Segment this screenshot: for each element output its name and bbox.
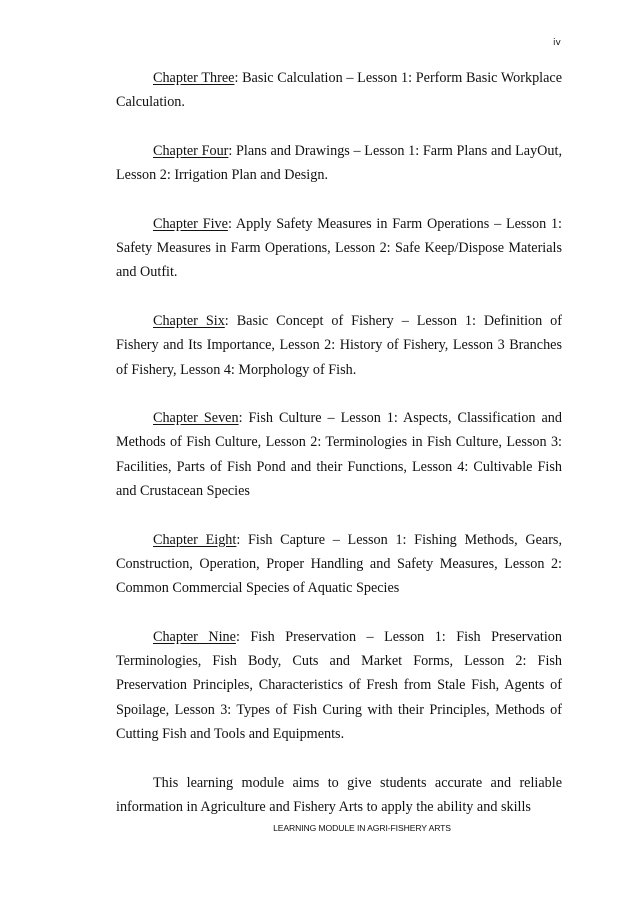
chapter-five-description: : Apply Safety Measures in Farm Operations – Lesson 1: Safety Measures in Farm Operations, Lesson 2: Safe Keep/Dispose Materials and Outfit. [116,215,563,281]
chapter-nine-description: : Fish Preservation – Lesson 1: Fish Preservation Terminologies, Fish Body, Cuts and Market Forms, Lesson 2: Fish Preservation Principles, Characteristics of Fresh from Stale Fish, Agents of Spoilage, Lesson 3: Types of Fish Curing with their Principles, Methods of Cutting Fish and Tools and Equipments. [116,628,562,743]
chapter-seven-paragraph [116,406,562,503]
closing-paragraph: This learning module aims to give students accurate and reliable information in Agriculture and Fishery Arts to apply the ability and skills [116,774,562,815]
chapter-four-paragraph [116,139,562,188]
chapter-eight-paragraph [116,528,562,601]
chapter-six-title: Chapter Six [153,312,225,329]
chapter-five-paragraph [116,212,562,285]
chapter-seven-description: : Fish Culture – Lesson 1: Aspects, Classification and Methods of Fish Culture, Lesson 2: Terminologies in Fish Culture, Lesson 3: Facilities, Parts of Fish Pond and their Functions, Lesson 4: Cultivable Fish and Crustacean Species [116,410,562,500]
chapter-six-description: : Basic Concept of Fishery – Lesson 1: Definition of Fishery and Its Importance, Lesson 2: History of Fishery, Lesson 3 Branches of Fishery, Lesson 4: Morphology of Fish. [116,312,562,378]
chapter-eight-title: Chapter Eight [153,531,237,548]
page-footer [0,823,638,833]
chapter-nine-title: Chapter Nine [153,628,236,645]
page-number: iv [553,38,561,48]
chapter-six-paragraph [116,309,562,382]
chapter-three-paragraph [116,66,562,115]
chapter-seven-title: Chapter Seven [153,410,239,427]
chapter-four-description: : Plans and Drawings – Lesson 1: Farm Plans and LayOut, Lesson 2: Irrigation Plan and Design. [116,142,562,184]
document-body [116,66,562,819]
chapter-five-title: Chapter Five [153,215,228,232]
footer-text: LEARNING MODULE IN AGRI-FISHERY ARTS [273,823,451,833]
chapter-nine-paragraph [116,625,562,746]
chapter-three-title: Chapter Three [153,70,235,86]
chapter-four-title: Chapter Four [153,142,229,159]
chapter-eight-description: : Fish Capture – Lesson 1: Fishing Methods, Gears, Construction, Operation, Proper Handling and Safety Measures, Lesson 2: Common Commercial Species of Aquatic Species [116,531,562,597]
chapter-three-description: : Basic Calculation – Lesson 1: Perform Basic Workplace Calculation. [116,70,562,111]
